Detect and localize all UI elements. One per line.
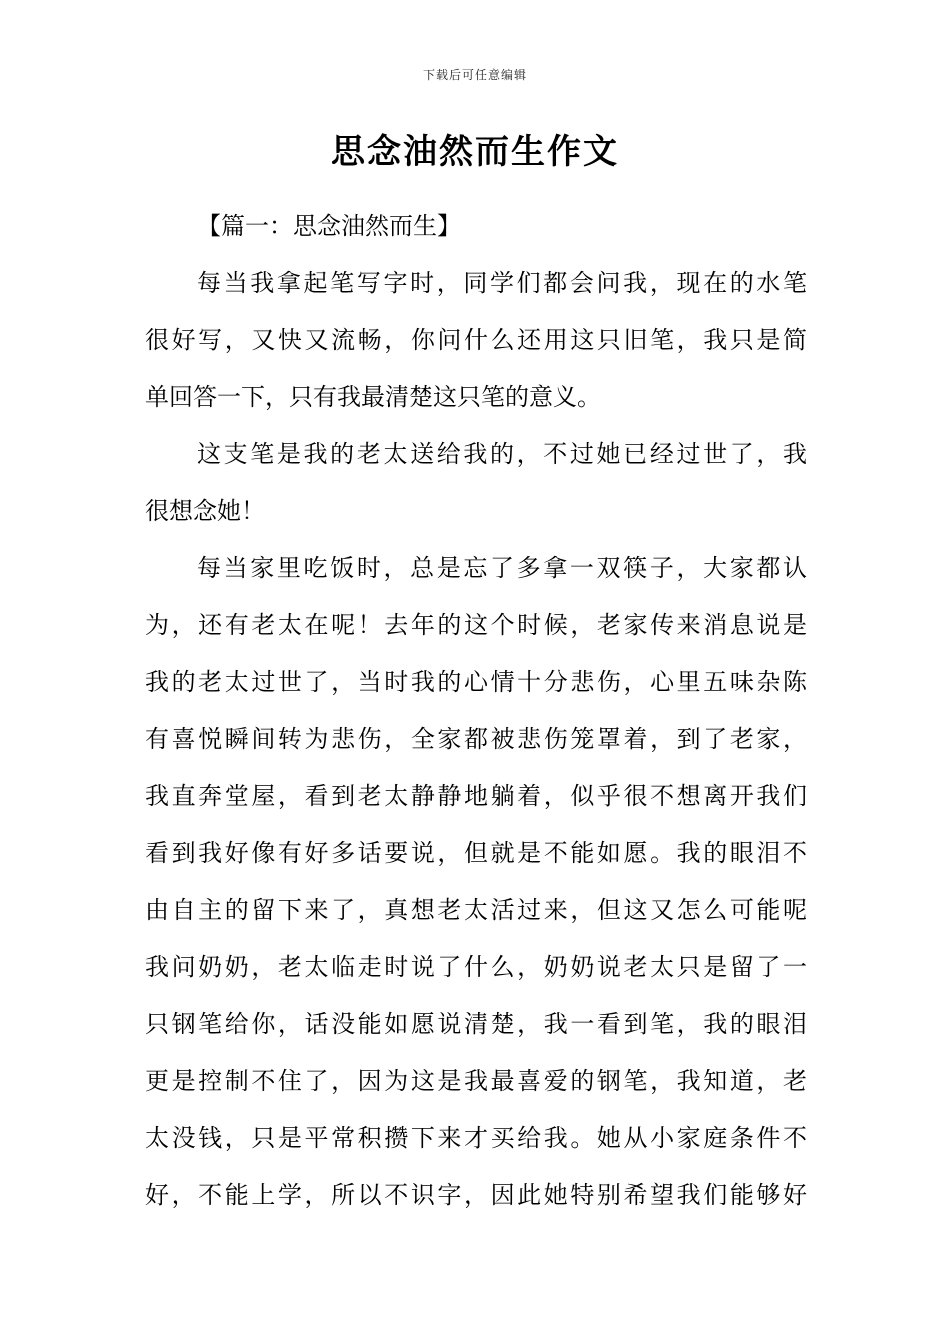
paragraph-line: 为，还有老太在呢！去年的这个时候，老家传来消息说是 bbox=[145, 611, 807, 639]
paragraph-line: 我问奶奶，老太临走时说了什么，奶奶说老太只是留了一 bbox=[145, 953, 807, 981]
paragraph bbox=[145, 540, 807, 1224]
paragraph bbox=[145, 255, 807, 426]
paragraph-line: 我的老太过世了，当时我的心情十分悲伤，心里五味杂陈 bbox=[145, 668, 807, 696]
header-note: 下载后可任意编辑 bbox=[422, 68, 527, 82]
paragraph-line: 每当我拿起笔写字时，同学们都会问我，现在的水笔 bbox=[197, 269, 807, 297]
document-title: 思念油然而生作文 bbox=[331, 132, 619, 172]
document-body bbox=[145, 198, 807, 1224]
paragraph-line: 每当家里吃饭时，总是忘了多拿一双筷子，大家都认 bbox=[197, 554, 807, 582]
paragraph-line: 太没钱，只是平常积攒下来才买给我。她从小家庭条件不 bbox=[145, 1124, 807, 1152]
paragraph-line: 好，不能上学，所以不识字，因此她特别希望我们能够好 bbox=[145, 1181, 807, 1209]
paragraph-line: 单回答一下，只有我最清楚这只笔的意义。 bbox=[145, 383, 601, 411]
paragraph-line: 我直奔堂屋，看到老太静静地躺着，似乎很不想离开我们 bbox=[145, 782, 807, 810]
paragraph-line: 看到我好像有好多话要说，但就是不能如愿。我的眼泪不 bbox=[145, 839, 807, 867]
paragraph-line: 很想念她！ bbox=[145, 497, 265, 525]
section-heading: 【篇一：思念油然而生】 bbox=[197, 212, 461, 240]
paragraph-line: 有喜悦瞬间转为悲伤，全家都被悲伤笼罩着，到了老家， bbox=[145, 725, 807, 753]
paragraph bbox=[145, 426, 807, 540]
paragraph-line: 由自主的留下来了，真想老太活过来，但这又怎么可能呢 bbox=[145, 896, 807, 924]
paragraph-line: 更是控制不住了，因为这是我最喜爱的钢笔，我知道，老 bbox=[145, 1067, 807, 1095]
paragraph-line: 这支笔是我的老太送给我的，不过她已经过世了，我 bbox=[197, 440, 807, 468]
paragraph-line: 很好写，又快又流畅，你问什么还用这只旧笔，我只是简 bbox=[145, 326, 807, 354]
paragraph-line: 只钢笔给你，话没能如愿说清楚，我一看到笔，我的眼泪 bbox=[145, 1010, 807, 1038]
